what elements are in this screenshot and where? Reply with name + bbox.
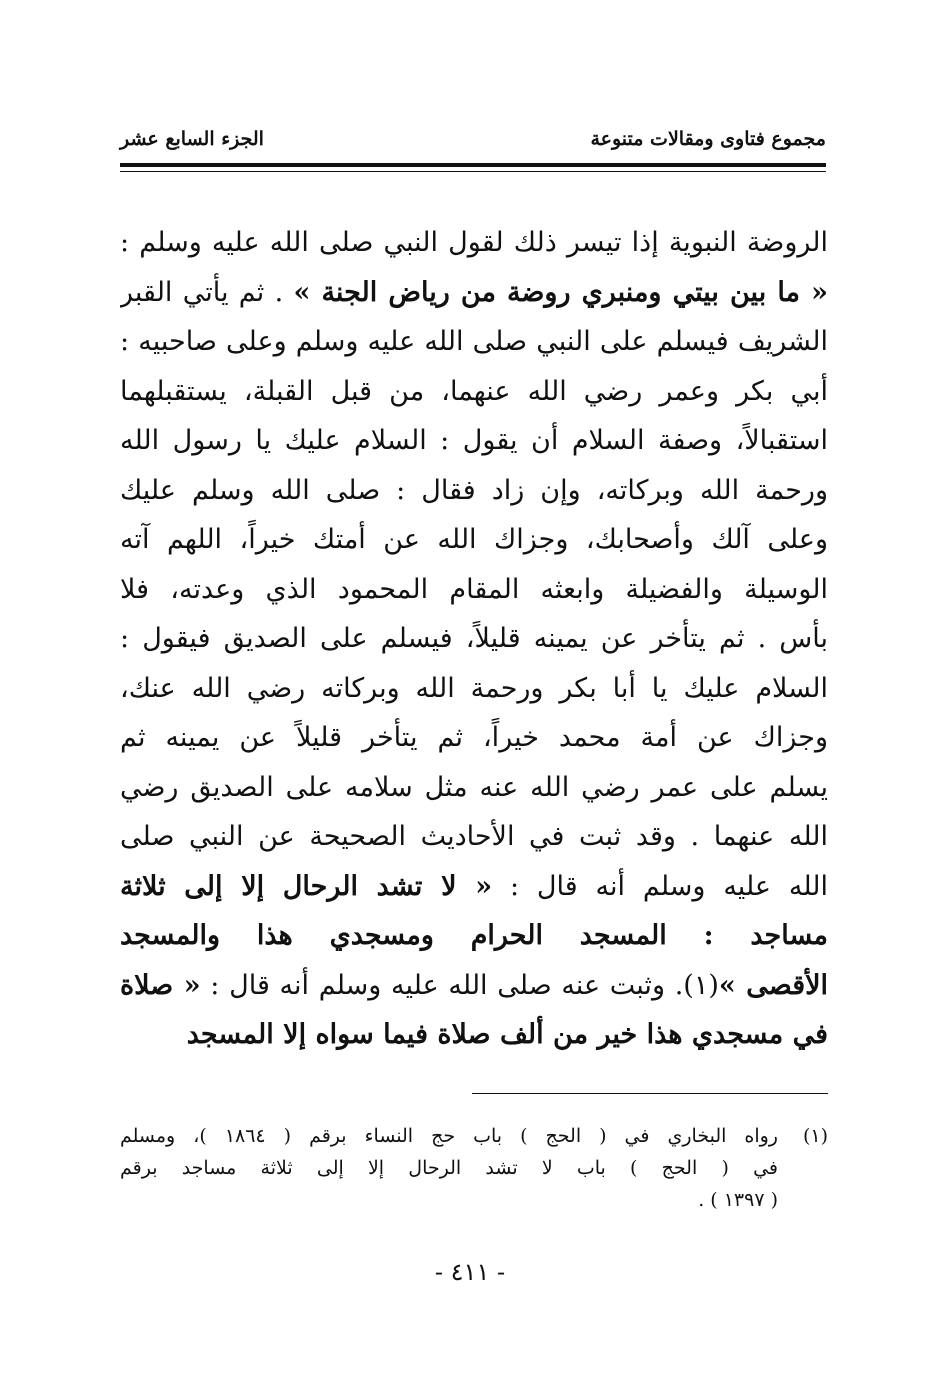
text-line	[120, 763, 828, 813]
header-rule-thick	[120, 163, 826, 167]
body-text	[120, 218, 828, 1060]
text-segment: ورحمة الله وبركاته، وإن زاد فقال : صلى الله وسلم عليك	[120, 474, 828, 506]
text-segment: الشريف فيسلم على النبي صلى الله عليه وسلم وعلى صاحبيه :	[120, 326, 828, 357]
text-line	[120, 862, 828, 912]
text-segment: (١). وثبت عنه صلى الله عليه وسلم أنه قال :	[200, 969, 719, 1001]
footnote-line: رواه البخاري في ( الحج ) باب حج النساء برقم ( ١٨٦٤ )، ومسلم	[120, 1125, 778, 1147]
text-line	[120, 961, 828, 1011]
text-segment: وجزاك عن أمة محمد خيراً، ثم يتأخر قليلاً عن يمينه ثم	[120, 722, 828, 753]
text-line	[120, 713, 828, 763]
text-line	[120, 466, 828, 516]
text-segment: استقبالاً، وصفة السلام أن يقول : السلام عليك يا رسول الله	[120, 425, 828, 456]
bold-quote-segment: « ما بين بيتي ومنبري روضة من رياض الجنة »	[293, 276, 828, 308]
text-segment: أبي بكر وعمر رضي الله عنهما، من قبل القبلة، يستقبلهما	[120, 375, 828, 407]
text-segment: . ثم يأتي القبر	[120, 276, 294, 308]
footnote-marker: (١)	[802, 1125, 828, 1147]
text-segment: يسلم على عمر رضي الله عنه مثل سلامه على الصديق رضي	[120, 771, 828, 803]
text-line	[120, 218, 828, 268]
text-line	[120, 515, 828, 565]
text-line	[120, 317, 828, 367]
book-title: مجموع فتاوى ومقالات متنوعة	[590, 128, 826, 150]
text-line	[120, 911, 828, 961]
text-segment: الله عنهما . وقد ثبت في الأحاديث الصحيحة عن النبي صلى	[120, 821, 828, 852]
header-rule-thin	[120, 171, 826, 172]
text-segment: الوسيلة والفضيلة وابعثه المقام المحمود الذي وعدته، فلا	[120, 573, 828, 605]
running-header	[120, 128, 826, 162]
footnote-separator	[472, 1093, 828, 1094]
text-segment: وعلى آلك وأصحابك، وجزاك الله عن أمتك خيراً، اللهم آته	[120, 524, 828, 555]
volume-part: الجزء السابع عشر	[120, 128, 264, 150]
text-segment: بأس . ثم يتأخر عن يمينه قليلاً، فيسلم على الصديق فيقول :	[120, 623, 828, 654]
bold-quote-segment: مساجد : المسجد الحرام ومسجدي هذا والمسجد	[120, 920, 828, 951]
text-line	[120, 416, 828, 466]
text-line	[120, 367, 828, 417]
bold-quote-segment: « لا تشد الرحال إلا إلى ثلاثة	[120, 870, 493, 902]
text-segment: السلام عليك يا أبا بكر ورحمة الله وبركاته رضي الله عنك،	[120, 672, 828, 704]
footnote	[120, 1120, 828, 1216]
bold-quote-segment: الأقصى »	[718, 969, 828, 1001]
text-segment: الروضة النبوية إذا تيسر ذلك لقول النبي صلى الله عليه وسلم :	[120, 227, 828, 258]
text-line	[120, 1010, 828, 1060]
text-line	[120, 812, 828, 862]
footnote-line: في ( الحج ) باب لا تشد الرحال إلا إلى ثلاثة مساجد برقم	[120, 1157, 778, 1179]
text-segment: الله عليه وسلم أنه قال :	[492, 870, 828, 902]
page-number: - ٤١١ -	[434, 1258, 506, 1286]
text-line	[120, 614, 828, 664]
text-line	[120, 664, 828, 714]
footnote-line: ( ١٣٩٧ ) .	[698, 1189, 778, 1211]
bold-quote-segment: في مسجدي هذا خير من ألف صلاة فيما سواه إلا المسجد	[186, 1019, 828, 1050]
text-line	[120, 268, 828, 318]
text-line	[120, 565, 828, 615]
footnote-text	[120, 1120, 778, 1216]
bold-quote-segment: « صلاة	[120, 969, 201, 1001]
